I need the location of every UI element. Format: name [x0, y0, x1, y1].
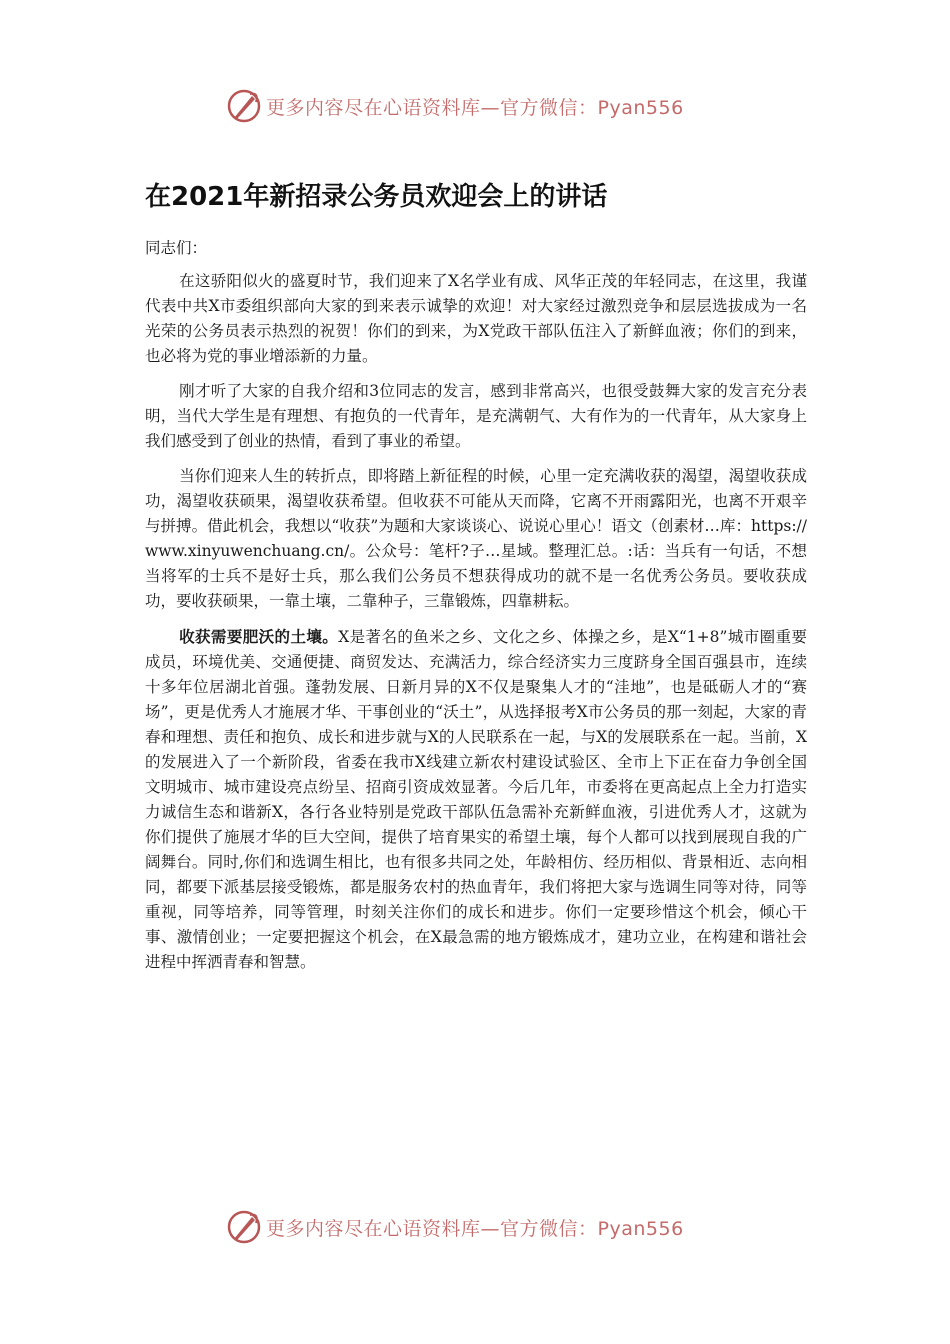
- paragraph-text: 刚才听了大家的自我介绍和3位同志的发言，感到非常高兴，也很受鼓舞大家的发言充分表明，当代大学生是有理想、有抱负的一代青年，是充满朝气、大有作为的一代青年，从大家身上我们感受到了创业的热情，看到了事业的希望。: [145, 382, 807, 450]
- document-title: 在2021年新招录公务员欢迎会上的讲话: [145, 182, 608, 212]
- quill-logo-icon: [226, 1209, 262, 1245]
- paragraph-3: [145, 464, 807, 614]
- paragraph-1: [145, 269, 807, 369]
- paragraph-4: [145, 624, 807, 975]
- banner-text: 更多内容尽在心语资料库—官方微信：Pyan556: [266, 1217, 684, 1240]
- document-body: [145, 178, 807, 985]
- paragraph-text: X是著名的鱼米之乡、文化之乡、体操之乡，是X“1+8”城市圈重要成员，环境优美、交通便捷、商贸发达、充满活力，综合经济实力三度跻身全国百强县市，连续十多年位居湖北首强。蓬勃发展、日新月异的X不仅是聚集人才的“洼地”，也是砥砺人才的“赛场”，更是优秀人才施展才华、干事创业的“沃土”，从选择报考X市公务员的那一刻起，大家的青春和理想、责任和抱负、成长和进步就与X的人民联系在一起，与X的发展联系在一起。当前，X的发展进入了一个新阶段，省委在我市X线建立新农村建设试验区、全市上下正在奋力争创全国文明城市、城市建设亮点纷呈、招商引资成效显著。今后几年，市委将在更高起点上全力打造实力诚信生态和谐新X，各行各业特别是党政干部队伍急需补充新鲜血液，引进优秀人才，这就为你们提供了施展才华的巨大空间，提供了培育果实的希望土壤，每个人都可以找到展现自我的广阔舞台。同时,你们和选调生相比，也有很多共同之处，年龄相仿、经历相似、背景相近、志向相同，都要下派基层接受锻炼，都是服务农村的热血青年，我们将把大家与选调生同等对待，同等重视，同等培养，同等管理，时刻关注你们的成长和进步。你们一定要珍惜这个机会，倾心干事、激情创业；一定要把握这个机会，在X最急需的地方锻炼成才，建功立业，在构建和谐社会进程中挥洒青春和智慧。: [145, 628, 807, 971]
- paragraph-2: [145, 379, 807, 454]
- paragraph-lead: 收获需要肥沃的土壤。: [179, 627, 339, 646]
- paragraph-text: 在这骄阳似火的盛夏时节，我们迎来了X名学业有成、风华正茂的年轻同志，在这里，我谨代表中共X市委组织部向大家的到来表示诚挚的欢迎！对大家经过激烈竞争和层层选拔成为一名光荣的公务员表示热烈的祝贺！你们的到来，为X党政干部队伍注入了新鲜血液；你们的到来，也必将为党的事业增添新的力量。: [145, 272, 807, 365]
- quill-logo-icon: [226, 88, 262, 124]
- footer-banner: [226, 1207, 684, 1247]
- banner-text: 更多内容尽在心语资料库—官方微信：Pyan556: [266, 96, 684, 119]
- greeting: 同志们：: [145, 239, 208, 257]
- paragraph-text: 当你们迎来人生的转折点，即将踏上新征程的时候，心里一定充满收获的渴望，渴望收获成功，渴望收获硕果，渴望收获希望。但收获不可能从天而降，它离不开雨露阳光，也离不开艰辛与拼搏。借此机会，我想以“收获”为题和大家谈谈心、说说心里心！语文（创素材…库：https://www.xinyuwenchuang.cn/。公众号：笔杆?子…星域。整理汇总。:话：当兵有一句话，不想当将军的士兵不是好士兵，那么我们公务员不想获得成功的就不是一名优秀公务员。要收获成功，要收获硕果，一靠土壤，二靠种子，三靠锻炼，四靠耕耘。: [145, 467, 807, 610]
- header-banner: [226, 86, 684, 126]
